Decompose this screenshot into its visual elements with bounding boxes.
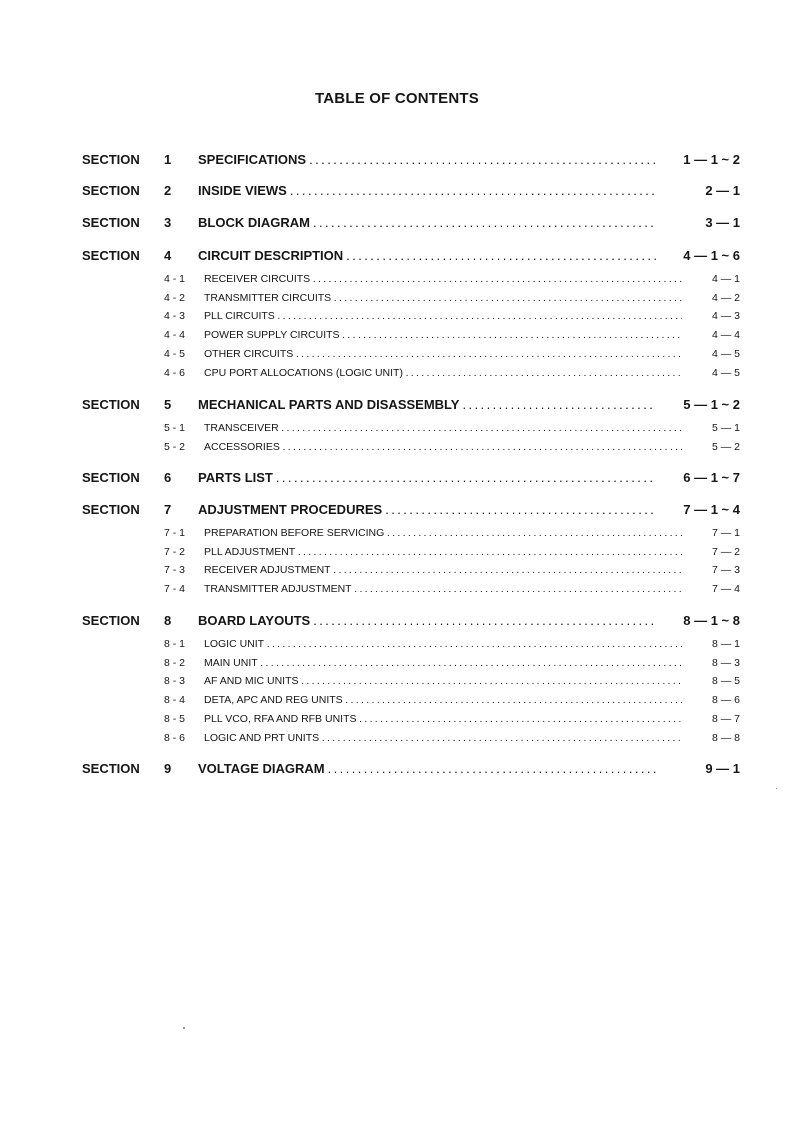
subsection-number: 4 - 5	[164, 347, 186, 360]
subsection-page: 7 — 4	[711, 583, 740, 596]
subsection-number: 8 - 1	[164, 638, 186, 650]
subsection-title: TRANSMITTER CIRCUITS . . .	[204, 290, 682, 306]
subsection-number: 7 - 4	[164, 583, 186, 596]
section-number: 3	[164, 215, 172, 230]
toc-subsection-row[interactable]	[0, 271, 794, 289]
subsection-page: 4 — 5	[711, 366, 740, 379]
toc-subsection-row[interactable]	[0, 636, 794, 654]
section-title: BLOCK DIAGRAM . . .	[198, 214, 656, 232]
subsection-page: 8 — 8	[711, 731, 740, 744]
section-label: SECTION	[82, 215, 140, 230]
toc-section-row[interactable]	[0, 760, 794, 778]
subsection-title: TRANSMITTER ADJUSTMENT . . .	[204, 581, 682, 597]
section-title: VOLTAGE DIAGRAM . . .	[198, 760, 656, 778]
section-number: 6	[164, 470, 172, 485]
toc-subsection-row[interactable]	[0, 673, 794, 691]
toc-subsection-row[interactable]	[0, 346, 794, 364]
section-label: SECTION	[82, 502, 140, 517]
toc-section-row[interactable]	[0, 151, 794, 169]
section-title: BOARD LAYOUTS . . .	[198, 612, 656, 630]
subsection-number: 4 - 3	[164, 310, 186, 323]
toc-subsection-row[interactable]	[0, 711, 794, 729]
toc-subsection-row[interactable]	[0, 365, 794, 383]
subsection-page: 4 — 4	[711, 329, 740, 342]
subsection-number: 4 - 4	[164, 329, 186, 342]
subsection-number: 5 - 2	[164, 440, 186, 453]
section-title: CIRCUIT DESCRIPTION . . .	[198, 247, 656, 265]
section-label: SECTION	[82, 613, 140, 628]
section-number: 5	[164, 397, 172, 412]
section-page-range: 1 — 1 ~ 2	[683, 152, 740, 167]
toc-subsection-row[interactable]	[0, 655, 794, 673]
subsection-title: TRANSCEIVER . . .	[204, 420, 682, 436]
scan-speck	[776, 788, 777, 789]
toc-subsection-row[interactable]	[0, 308, 794, 326]
subsection-page: 4 — 1	[711, 273, 740, 285]
subsection-title: PLL VCO, RFA AND RFB UNITS . . .	[204, 711, 682, 727]
subsection-title: CPU PORT ALLOCATIONS (LOGIC UNIT) . . .	[204, 365, 682, 381]
subsection-page: 4 — 5	[711, 347, 740, 360]
toc-subsection-row[interactable]	[0, 562, 794, 580]
section-label: SECTION	[82, 183, 140, 198]
subsection-number: 4 - 1	[164, 273, 186, 285]
toc-subsection-row[interactable]	[0, 525, 794, 543]
subsection-number: 7 - 1	[164, 527, 186, 539]
subsection-number: 8 - 6	[164, 731, 186, 744]
section-page-range: 7 — 1 ~ 4	[683, 502, 740, 517]
subsection-number: 8 - 3	[164, 675, 186, 688]
toc-section-row[interactable]	[0, 396, 794, 414]
toc-subsection-row[interactable]	[0, 290, 794, 308]
toc-subsection-row[interactable]	[0, 544, 794, 562]
toc-subsection-row[interactable]	[0, 730, 794, 748]
subsection-title: MAIN UNIT . . .	[204, 655, 682, 671]
section-label: SECTION	[82, 152, 140, 167]
subsection-title: PLL CIRCUITS . . .	[204, 308, 682, 324]
subsection-page: 8 — 5	[711, 675, 740, 688]
scan-speck	[183, 1027, 185, 1029]
section-page-range: 9 — 1	[705, 761, 740, 776]
toc-section-row[interactable]	[0, 214, 794, 232]
section-label: SECTION	[82, 761, 140, 776]
subsection-title: OTHER CIRCUITS . . .	[204, 346, 682, 362]
subsection-page: 5 — 1	[711, 422, 740, 434]
section-page-range: 4 — 1 ~ 6	[683, 248, 740, 263]
subsection-number: 8 - 5	[164, 712, 186, 725]
subsection-title: PLL ADJUSTMENT . . .	[204, 544, 682, 560]
subsection-number: 4 - 2	[164, 291, 186, 304]
section-title: PARTS LIST . . .	[198, 469, 656, 487]
subsection-page: 8 — 3	[711, 656, 740, 669]
section-number: 7	[164, 502, 172, 517]
section-label: SECTION	[82, 248, 140, 263]
toc-section-row[interactable]	[0, 469, 794, 487]
subsection-page: 8 — 1	[711, 638, 740, 650]
section-number: 9	[164, 761, 172, 776]
section-page-range: 3 — 1	[705, 215, 740, 230]
section-page-range: 6 — 1 ~ 7	[683, 470, 740, 485]
subsection-page: 8 — 7	[711, 712, 740, 725]
subsection-page: 4 — 3	[711, 310, 740, 323]
section-title: ADJUSTMENT PROCEDURES . . .	[198, 501, 656, 519]
subsection-title: RECEIVER CIRCUITS . . .	[204, 271, 682, 287]
section-number: 1	[164, 152, 172, 167]
subsection-title: POWER SUPPLY CIRCUITS . . .	[204, 327, 682, 343]
subsection-page: 4 — 2	[711, 291, 740, 304]
subsection-title: LOGIC UNIT . . .	[204, 636, 682, 652]
subsection-page: 7 — 3	[711, 564, 740, 577]
section-number: 8	[164, 613, 172, 628]
section-number: 4	[164, 248, 172, 263]
section-number: 2	[164, 183, 172, 198]
subsection-page: 7 — 2	[711, 545, 740, 558]
subsection-title: DETA, APC AND REG UNITS . . .	[204, 692, 682, 708]
subsection-title: ACCESSORIES . . .	[204, 439, 682, 455]
subsection-page: 5 — 2	[711, 440, 740, 453]
subsection-page: 7 — 1	[711, 527, 740, 539]
subsection-page: 8 — 6	[711, 694, 740, 707]
toc-subsection-row[interactable]	[0, 439, 794, 457]
subsection-number: 4 - 6	[164, 366, 186, 379]
section-label: SECTION	[82, 470, 140, 485]
section-title: SPECIFICATIONS . . .	[198, 151, 656, 169]
toc-subsection-row[interactable]	[0, 420, 794, 438]
section-page-range: 2 — 1	[705, 183, 740, 198]
subsection-title: LOGIC AND PRT UNITS . . .	[204, 730, 682, 746]
subsection-title: AF AND MIC UNITS . . .	[204, 673, 682, 689]
subsection-number: 5 - 1	[164, 422, 186, 434]
subsection-title: RECEIVER ADJUSTMENT . . .	[204, 562, 682, 578]
subsection-number: 7 - 2	[164, 545, 186, 558]
toc-subsection-row[interactable]	[0, 327, 794, 345]
toc-section-row[interactable]	[0, 247, 794, 265]
subsection-title: PREPARATION BEFORE SERVICING . . .	[204, 525, 682, 541]
subsection-number: 8 - 4	[164, 694, 186, 707]
page-title: TABLE OF CONTENTS	[315, 90, 479, 107]
section-page-range: 5 — 1 ~ 2	[683, 397, 740, 412]
section-page-range: 8 — 1 ~ 8	[683, 613, 740, 628]
subsection-number: 7 - 3	[164, 564, 186, 577]
toc-section-row[interactable]	[0, 612, 794, 630]
toc-subsection-row[interactable]	[0, 581, 794, 599]
toc-subsection-row[interactable]	[0, 692, 794, 710]
toc-section-row[interactable]	[0, 182, 794, 200]
section-title: INSIDE VIEWS . . .	[198, 182, 656, 200]
section-label: SECTION	[82, 397, 140, 412]
subsection-number: 8 - 2	[164, 656, 186, 669]
section-title: MECHANICAL PARTS AND DISASSEMBLY . . .	[198, 396, 656, 414]
toc-section-row[interactable]	[0, 501, 794, 519]
